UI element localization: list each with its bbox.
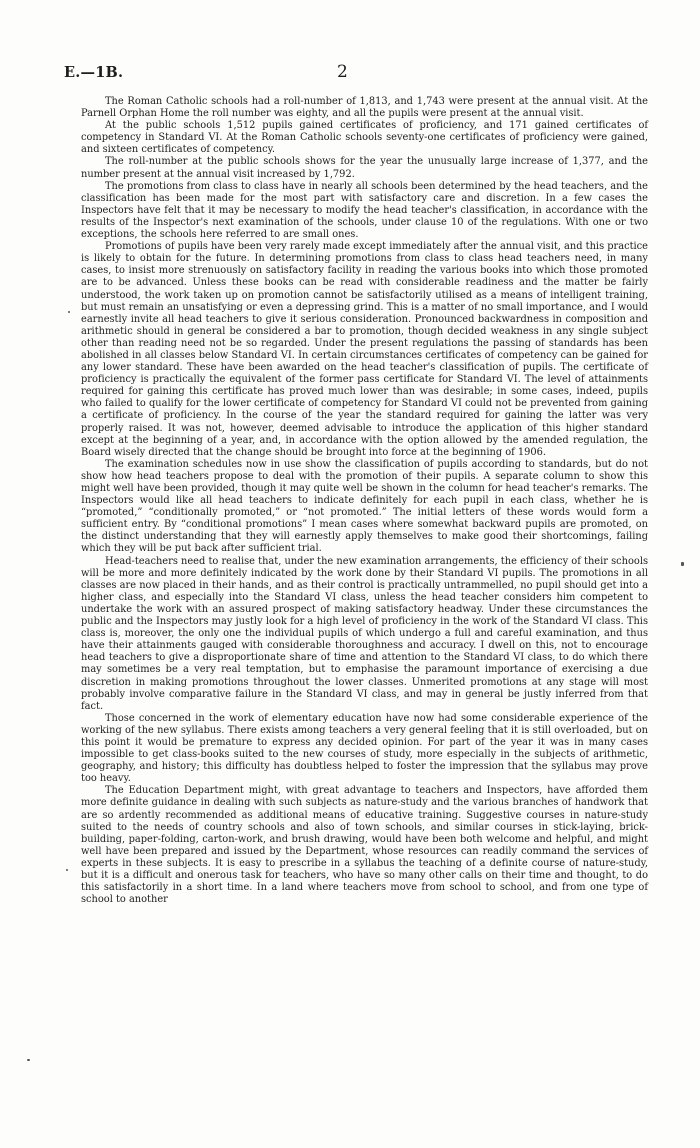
paragraph-new-syllabus: Those concerned in the work of elementary education have now had some considerable experience of the working of the new syllabus. There exists among teachers a very general feeling that it is still overloaded, but on this point it would be premature to express any decided opinion. For part of the year it was in many cases impossible to get class-books suited to the new courses of study, more especially in the subjects of arithmetic, geography, and history; this difficulty has doubtless helped to foster the impression that the syllabus may prove too heavy. xyxy=(81,712,648,785)
paragraph-examination-schedules: The examination schedules now in use show the classification of pupils according to standards, but do not show how head teachers propose to deal with the promotion of their pupils. A separate column to show this might well have been provided, though it may quite well be shown in the column for head teacher's remarks. The Inspectors would like all head teachers to indicate definitely for each pupil in each class, whether he is “promoted,” “conditionally promoted,” or “not promoted.” The initial letters of these words would form a sufficient entry. By “conditional promotions” I mean cases where somewhat backward pupils are promoted, on the distinct understanding that they will earnestly apply themselves to make good their shortcomings, failing which they will be put back after sufficient trial. xyxy=(81,458,648,555)
paragraph-certificates: At the public schools 1,512 pupils gained certificates of proficiency, and 171 gained certificates of competency in Standard VI. At the Roman Catholic schools seventy-one certificates of proficiency were gained, and sixteen certificates of competency. xyxy=(81,120,648,156)
paragraph-promotion-practice: Promotions of pupils have been very rarely made except immediately after the annual visit, and this practice is likely to obtain for the future. In determining promotions from class to class head teachers need, in many cases, to insist more strenuously on satisfactory facility in reading the various books into which those promoted are to be advanced. Unless these books can be read with considerable readiness and the matter be fairly understood, the work taken up on promotion cannot be satisfactorily utilised as a means of intelligent training, but must remain an unsatisfying or even a depressing grind. This is a matter of no small importance, and I would earnestly invite all head teachers to give it serious consideration. Pronounced backwardness in composition and arithmetic should in general be considered a bar to promotion, though decided weakness in any single subject other than reading need not be so regarded. Under the present regulations the passing of standards has been abolished in all classes below Standard VI. In certain circumstances certificates of competency can be gained for any lower standard. These have been awarded on the head teacher's classification of pupils. The certificate of proficiency is practically the equivalent of the former pass certificate for Standard VI. The level of attainments required for gaining this certificate has proved much lower than was desirable; in some cases, indeed, pupils who failed to qualify for the lower certificate of competency for Standard VI could not be prevented from gaining a certificate of proficiency. In the course of the year the standard required for gaining the latter was very properly raised. It was not, however, deemed advisable to introduce the application of this higher standard except at the beginning of a year, and, in accordance with the option allowed by the amended regulation, the Board wisely directed that the change should be brought into force at the beginning of 1906. xyxy=(81,241,648,458)
scan-speck-left-upper xyxy=(68,311,70,313)
document-reference: E.—1B. xyxy=(64,64,124,81)
page-number: 2 xyxy=(337,62,348,82)
paragraph-head-teachers: Head-teachers need to realise that, under the new examination arrangements, the efficiency of their schools will be more and more definitely indicated by the work done by their Standard VI pupils. The promotions in all classes are now placed in their hands, and as their control is practically untrammelled, no pupil should get into a higher class, and especially into the Standard VI class, unless the head teacher considers him competent to undertake the work with an assured prospect of making satisfactory headway. Under these circumstances the public and the Inspectors may justly look for a high level of proficiency in the work of the Standard VI class. This class is, moreover, the only one the individual pupils of which undergo a full and careful examination, and thus have their attainments gauged with considerable thoroughness and accuracy. I dwell on this, not to encourage head teachers to give a disproportionate share of time and attention to the Standard VI class, to do which there may sometimes be a very real temptation, but to emphasise the paramount importance of exercising a due discretion in making promotions throughout the lower classes. Unmerited promotions at any stage will most probably involve comparative failure in the Standard VI class, and may in general be justly inferred from that fact. xyxy=(81,555,648,712)
scan-speck-bottom-left xyxy=(27,1059,30,1061)
scan-speck-left-lower xyxy=(66,869,68,871)
paragraph-roman-catholic-roll: The Roman Catholic schools had a roll-number of 1,813, and 1,743 were present at the annual visit. At the Parnell Orphan Home the roll number was eighty, and all the pupils were present at the annual visit. xyxy=(81,96,648,120)
page-header xyxy=(64,64,648,84)
paragraph-promotions-determined: The promotions from class to class have in nearly all schools been determined by the head teachers, and the classification has been made for the most part with satisfactory care and discretion. In a few cases the Inspectors have felt that it may be necessary to modify the head teacher's classification, in accordance with the results of the Inspector's next examination of the schools, under clause 10 of the regulations. With one or two exceptions, the schools here referred to are small ones. xyxy=(81,180,648,241)
report-body xyxy=(81,96,648,906)
paragraph-education-department: The Education Department might, with great advantage to teachers and Inspectors, have afforded them more definite guidance in dealing with such subjects as nature-study and the various branches of handwork that are so ardently recommended as additional means of educative training. Suggestive courses in nature-study suited to the needs of country schools and also of town schools, and similar courses in stick-laying, brick-building, paper-folding, carton-work, and brush drawing, would have been both welcome and helpful, and might well have been prepared and issued by the Department, whose resources can readily command the services of experts in these subjects. It is easy to prescribe in a syllabus the teaching of a definite course of nature-study, but it is a difficult and onerous task for teachers, who have so many other calls on their time and thought, to do this satisfactorily in a short time. In a land where teachers move from school to school, and from one type of school to another xyxy=(81,785,648,906)
scan-speck-right xyxy=(681,562,684,566)
paragraph-roll-increase: The roll-number at the public schools shows for the year the unusually large increase of 1,377, and the number present at the annual visit increased by 1,792. xyxy=(81,156,648,180)
